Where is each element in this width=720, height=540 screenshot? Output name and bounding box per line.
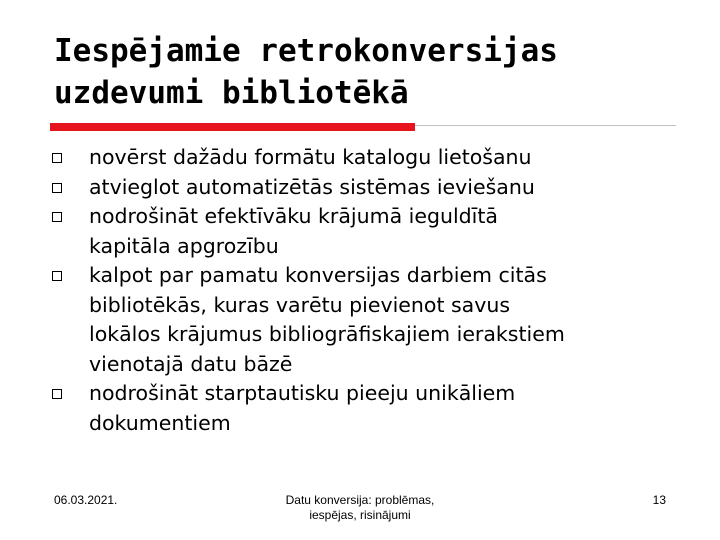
bullet-text-line: vienotajā datu bāzē — [89, 351, 293, 376]
hollow-square-bullet-icon — [52, 271, 62, 281]
footer-title-line-1: Datu konversija: problēmas, — [285, 493, 435, 507]
bullet-text-line: nodrošināt starptautisku pieeju unikāliem — [89, 381, 516, 405]
slide-title-line-1: Iespējamie retrokonversijas — [54, 33, 558, 69]
hollow-square-bullet-icon — [52, 389, 62, 399]
footer-title-line-2: iespējas, risinājumi — [309, 508, 411, 522]
bullet-item — [52, 261, 672, 379]
bullet-item — [52, 143, 672, 173]
footer-title — [260, 493, 460, 523]
bullet-text-line: kalpot par pamatu konversijas darbiem citās — [89, 263, 547, 287]
slide-title-line-2: uzdevumi bibliotēkā — [54, 75, 409, 111]
slide-title — [54, 30, 674, 114]
hollow-square-bullet-icon — [52, 153, 62, 163]
bullet-text-line: lokālos krājumus bibliogrāfiskajiem ierakstiem — [89, 322, 565, 346]
bullet-text-line: nodrošināt efektīvāku krājumā ieguldītā — [89, 204, 498, 228]
bullet-text-line: kapitāla apgrozību — [89, 233, 279, 258]
bullet-item — [52, 379, 672, 438]
bullet-item — [52, 202, 672, 261]
bullet-text-line: bibliotēkās, kuras varētu pievienot savus — [89, 292, 511, 317]
hollow-square-bullet-icon — [52, 183, 62, 193]
bullet-text-line: novērst dažādu formātu katalogu lietošanu — [89, 145, 532, 169]
bullet-text-line: atvieglot automatizētās sistēmas ieviešanu — [89, 174, 535, 199]
bullet-text-line: dokumentiem — [89, 410, 231, 435]
bullet-list — [52, 143, 672, 438]
title-divider-accent — [50, 123, 415, 131]
page-number: 13 — [652, 493, 666, 507]
bullet-item — [52, 173, 672, 203]
footer-date: 06.03.2021. — [54, 493, 118, 507]
hollow-square-bullet-icon — [52, 212, 62, 222]
